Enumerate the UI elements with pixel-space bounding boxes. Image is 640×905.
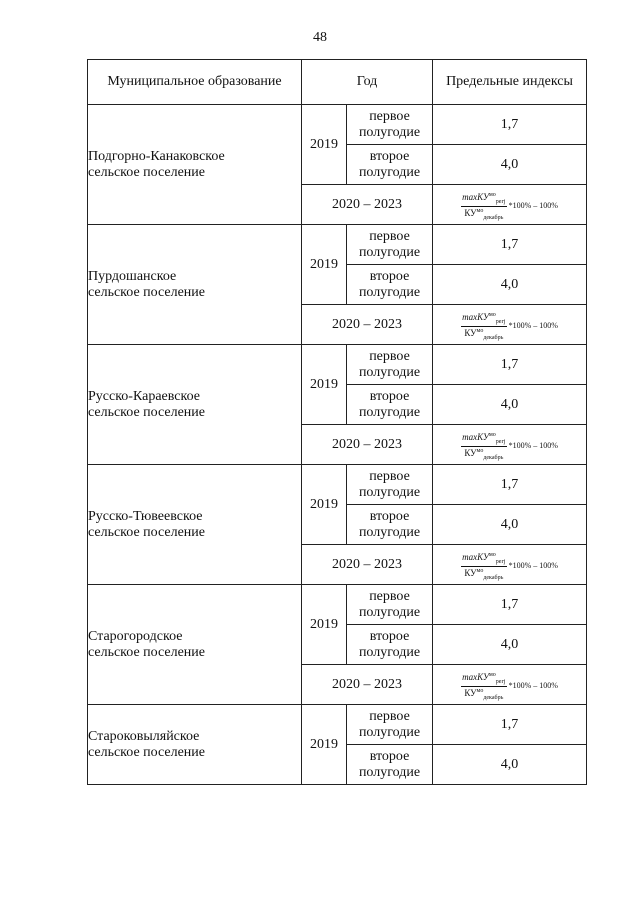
half-year-cell — [347, 585, 433, 625]
municipality-name — [88, 225, 302, 345]
period-cell: 2020 – 2023 — [302, 665, 433, 705]
header-year: Год — [302, 60, 433, 105]
header-indices: Предельные индексы — [433, 60, 587, 105]
index-value: 1,7 — [433, 705, 587, 745]
formula-den-base: КУ — [464, 567, 477, 578]
formula-fraction — [461, 552, 507, 581]
table-row — [88, 225, 587, 265]
period-cell: 2020 – 2023 — [302, 185, 433, 225]
half-year-label: второе — [369, 508, 410, 524]
half-year-label: второе — [369, 148, 410, 164]
half-year-cell — [347, 145, 433, 185]
index-value: 1,7 — [433, 585, 587, 625]
formula-den-sup: мо — [476, 687, 484, 694]
table-row — [88, 345, 587, 385]
half-year-label: второе — [369, 388, 410, 404]
index-value: 4,0 — [433, 505, 587, 545]
formula-cell — [433, 305, 587, 345]
year-cell: 2019 — [302, 705, 347, 785]
formula-den-base: КУ — [464, 327, 477, 338]
municipality-name — [88, 345, 302, 465]
formula-tail: *100% – 100% — [508, 321, 558, 330]
municipality-type-line: сельское поселение — [88, 644, 205, 660]
index-value: 4,0 — [433, 625, 587, 665]
formula-num-sup: мо — [489, 551, 496, 558]
formula-tail: *100% – 100% — [508, 561, 558, 570]
half-year-cell — [347, 225, 433, 265]
formula-tail: *100% – 100% — [508, 201, 558, 210]
municipality-name-line: Пурдошанское — [88, 268, 177, 284]
table-header-row — [88, 60, 587, 105]
half-year-cell — [347, 265, 433, 305]
year-cell: 2019 — [302, 585, 347, 665]
municipality-type-line: сельское поселение — [88, 744, 205, 760]
half-year-cell — [347, 705, 433, 745]
half-year-label: первое — [369, 468, 410, 484]
half-year-label: полугодие — [358, 284, 421, 300]
formula-num-sub: pегj — [495, 318, 506, 325]
municipality-name — [88, 585, 302, 705]
formula-denominator — [463, 447, 504, 461]
half-year-label: второе — [369, 628, 410, 644]
formula-cell — [433, 665, 587, 705]
formula-tail: *100% – 100% — [508, 441, 558, 450]
header-municipality: Муниципальное образование — [88, 60, 302, 105]
formula-den-base: КУ — [464, 447, 477, 458]
formula-den-sub: декабрь — [483, 214, 504, 221]
half-year-cell — [347, 385, 433, 425]
half-year-label: полугодие — [358, 604, 421, 620]
formula-numerator — [461, 312, 507, 327]
formula-num-sup: мо — [489, 431, 496, 438]
half-year-cell — [347, 105, 433, 145]
municipality-name — [88, 465, 302, 585]
index-formula — [461, 552, 558, 581]
index-formula — [461, 672, 558, 701]
formula-fraction — [461, 432, 507, 461]
formula-num-base: maxКУ — [462, 431, 489, 442]
formula-denominator — [463, 327, 504, 341]
half-year-cell — [347, 465, 433, 505]
half-year-label: полугодие — [358, 164, 421, 180]
formula-num-sup: мо — [489, 311, 496, 318]
half-year-label: первое — [369, 348, 410, 364]
half-year-cell — [347, 745, 433, 785]
municipality-type-line: сельское поселение — [88, 404, 205, 420]
formula-den-sub: декабрь — [483, 574, 504, 581]
formula-cell — [433, 185, 587, 225]
half-year-label: полугодие — [358, 364, 421, 380]
index-value: 1,7 — [433, 225, 587, 265]
municipality-type-line: сельское поселение — [88, 284, 205, 300]
half-year-label: полугодие — [358, 404, 421, 420]
formula-numerator — [461, 552, 507, 567]
half-year-label: первое — [369, 588, 410, 604]
index-value: 4,0 — [433, 265, 587, 305]
index-value: 4,0 — [433, 385, 587, 425]
municipality-name-line: Русско-Тювеевское — [88, 508, 203, 524]
year-cell: 2019 — [302, 225, 347, 305]
half-year-label: полугодие — [358, 524, 421, 540]
formula-num-base: maxКУ — [462, 671, 489, 682]
index-value: 1,7 — [433, 345, 587, 385]
formula-fraction — [461, 192, 507, 221]
formula-num-base: maxКУ — [462, 191, 489, 202]
index-formula — [461, 312, 558, 341]
municipality-name — [88, 705, 302, 785]
formula-denominator — [463, 687, 504, 701]
half-year-label: полугодие — [358, 764, 421, 780]
formula-den-base: КУ — [464, 687, 477, 698]
formula-numerator — [461, 432, 507, 447]
municipality-name-line: Старогородское — [88, 628, 183, 644]
half-year-label: полугодие — [358, 644, 421, 660]
table-row — [88, 705, 587, 745]
municipality-name — [88, 105, 302, 225]
formula-den-sup: мо — [476, 447, 484, 454]
formula-fraction — [461, 672, 507, 701]
formula-tail: *100% – 100% — [508, 681, 558, 690]
formula-den-sup: мо — [476, 567, 484, 574]
table-row — [88, 585, 587, 625]
index-formula — [461, 432, 558, 461]
period-cell: 2020 – 2023 — [302, 425, 433, 465]
formula-num-sub: pегj — [495, 198, 506, 205]
formula-cell — [433, 545, 587, 585]
formula-num-sup: мо — [489, 191, 496, 198]
formula-num-sub: pегj — [495, 438, 506, 445]
formula-cell — [433, 425, 587, 465]
municipality-name-line: Староковыляйское — [88, 728, 200, 744]
table-row — [88, 105, 587, 145]
half-year-label: полугодие — [358, 484, 421, 500]
index-value: 4,0 — [433, 745, 587, 785]
half-year-label: полугодие — [358, 724, 421, 740]
half-year-label: полугодие — [358, 124, 421, 140]
formula-den-sub: декабрь — [483, 694, 504, 701]
formula-num-sup: мо — [489, 671, 496, 678]
half-year-cell — [347, 625, 433, 665]
half-year-label: полугодие — [358, 244, 421, 260]
municipality-type-line: сельское поселение — [88, 164, 205, 180]
period-cell: 2020 – 2023 — [302, 305, 433, 345]
formula-den-base: КУ — [464, 207, 477, 218]
formula-fraction — [461, 312, 507, 341]
formula-den-sub: декабрь — [483, 454, 504, 461]
page-number: 48 — [313, 30, 327, 45]
municipality-type-line: сельское поселение — [88, 524, 205, 540]
formula-num-base: maxКУ — [462, 311, 489, 322]
year-cell: 2019 — [302, 105, 347, 185]
formula-num-sub: pегj — [495, 558, 506, 565]
index-value: 1,7 — [433, 465, 587, 505]
municipality-name-line: Подгорно-Канаковское — [88, 148, 225, 164]
half-year-cell — [347, 505, 433, 545]
half-year-label: первое — [369, 108, 410, 124]
index-value: 4,0 — [433, 145, 587, 185]
table-row — [88, 465, 587, 505]
period-cell: 2020 – 2023 — [302, 545, 433, 585]
formula-den-sup: мо — [476, 207, 484, 214]
formula-den-sub: декабрь — [483, 334, 504, 341]
year-cell: 2019 — [302, 465, 347, 545]
formula-numerator — [461, 192, 507, 207]
half-year-label: первое — [369, 228, 410, 244]
limits-table — [87, 59, 587, 785]
year-cell: 2019 — [302, 345, 347, 425]
formula-num-sub: pегj — [495, 678, 506, 685]
formula-den-sup: мо — [476, 327, 484, 334]
index-formula — [461, 192, 558, 221]
municipality-name-line: Русско-Караевское — [88, 388, 200, 404]
formula-num-base: maxКУ — [462, 551, 489, 562]
half-year-label: второе — [369, 748, 410, 764]
formula-denominator — [463, 567, 504, 581]
formula-denominator — [463, 207, 504, 221]
half-year-cell — [347, 345, 433, 385]
half-year-label: второе — [369, 268, 410, 284]
half-year-label: первое — [369, 708, 410, 724]
index-value: 1,7 — [433, 105, 587, 145]
formula-numerator — [461, 672, 507, 687]
